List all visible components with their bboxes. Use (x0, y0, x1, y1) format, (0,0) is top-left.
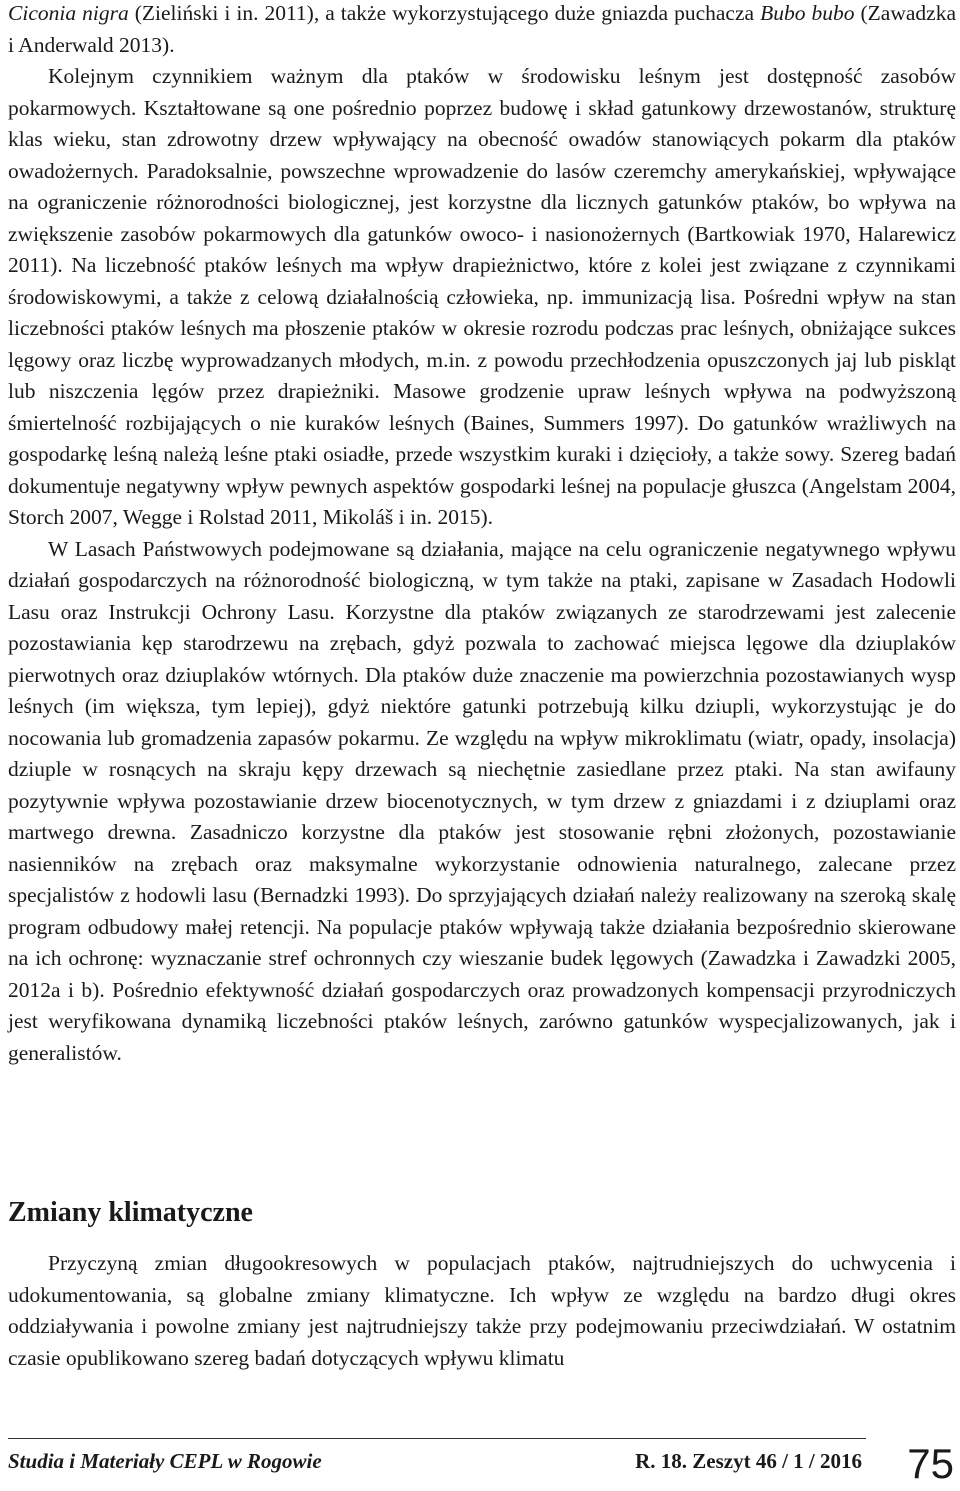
journal-title: Studia i Materiały CEPL w Rogowie (8, 1449, 322, 1473)
text-run: W Lasach Państwowych podejmowane są działania, mające na celu ograniczenie negatywnego wpływu działań gospodarczych na różnorodność biologiczną, w tym także na ptaki, zapisane w Zasadach Hodowli Lasu oraz Instrukcji Ochrony Lasu. Korzystne dla ptaków związanych ze starodrzewami jest zalecenie pozostawiania kęp starodrzewu na zrębach, gdyż pozwala to zachować miejsca lęgowe dla dziuplaków pierwotnych oraz dziuplaków wtórnych. Dla ptaków duże znaczenie ma powierzchnia pozostawianych wysp leśnych (im większa, tym lepiej), gdyż niektóre gatunki potrzebują kilku dziupli, wykorzystując je do nocowania lub gromadzenia zapasów pokarmu. Ze względu na wpływ mikroklimatu (wiatr, opady, insolacja) dziuple w rosnących na skraju kępy drzewach są niechętnie zasiedlane przez ptaki. Na stan awifauny pozytywnie wpływa pozostawianie drzew biocenotycznych, w tym drzew z gniazdami i z dziuplami oraz martwego drewna. Zasadniczo korzystne dla ptaków jest stosowanie rębni złożonych, pozostawianie nasienników na zrębach oraz maksymalne wykorzystanie odnowienia naturalnego, zalecane przez specjalistów z hodowli lasu (Bernadzki 1993). Do sprzyjających działań należy realizowany na szeroką skalę program odbudowy małej retencji. Na populacje ptaków wpływają także działania bezpośrednio skierowane na ich ochronę: wyznaczanie stref ochronnych czy wieszanie budek lęgowych (Zawadzka i Zawadzki 2005, 2012a i b). Pośrednio efektywność działań gospodarczych oraz prowadzonych kompensacji przyrodniczych jest weryfikowana dynamiką liczebności ptaków leśnych, zarówno gatunków wyspecjalizowanych, jak i generalistów. (8, 536, 956, 1065)
text-run: (Zieliński i in. 2011), a także wykorzystującego duże gniazda puchacza (128, 1, 761, 25)
footer-divider (8, 1438, 866, 1439)
paragraph-state-forests (8, 534, 956, 1070)
species-name: Ciconia nigra (8, 1, 129, 25)
paragraph-continuation (8, 0, 956, 61)
body-text (8, 0, 956, 1069)
section-paragraph: Przyczyną zmian długookresowych w populacjach ptaków, najtrudniejszych do uchwycenia i udokumentowania, są globalne zmiany klimatyczne. Ich wpływ ze względu na bardzo długi okres oddziaływania i powolne zmiany jest najtrudniejszy także przy podejmowaniu przeciwdziałań. W ostatnim czasie opublikowano szereg badań dotyczących wpływu klimatu (8, 1251, 956, 1370)
page-number: 75 (907, 1440, 954, 1487)
issue-info: R. 18. Zeszyt 46 / 1 / 2016 (635, 1449, 862, 1473)
paragraph-food-resources (8, 61, 956, 534)
text-run: (Zawadzka i Anderwald 2013). (8, 1, 956, 57)
text-run: Kolejnym czynnikiem ważnym dla ptaków w środowisku leśnym jest dostępność zasobów pokarmowych. Kształtowane są one pośrednio poprzez budowę i skład gatunkowy drzewostanów, strukturę klas wieku, stan zdrowotny drzew wpływający na obecność owadów stanowiących pokarm dla ptaków owadożernych. Paradoksalnie, powszechne wprowadzenie do lasów czeremchy amerykańskiej, wpływające na ograniczenie różnorodności biologicznej, jest korzystne dla licznych gatunków ptaków, bo wpływa na zwiększenie zasobów pokarmowych dla gatunków owoco- i nasionożernych (Bartkowiak 1970, Halarewicz 2011). Na liczebność ptaków leśnych ma wpływ drapieżnictwo, które z kolei jest związane z czynnikami środowiskowymi, a także z celową działalnością człowieka, np. immunizacją lisa. Pośredni wpływ na stan liczebności ptaków leśnych ma płoszenie ptaków w okresie rozrodu podczas prac leśnych, obniżające sukces lęgowy oraz liczbę wyprowadzanych młodych, m.in. z powodu przechłodzenia opuszczonych jaj lub piskląt lub niszczenia lęgów przez drapieżniki. Masowe grodzenie upraw leśnych wpływa na podwyższoną śmiertelność rozbijających o nie kuraków leśnych (Baines, Summers 1997). Do gatunków wrażliwych na gospodarkę leśną należą leśne ptaki osiadłe, przede wszystkim kuraki i dzięcioły, a także sowy. Szereg badań dokumentuje negatywny wpływ pewnych aspektów gospodarki leśnej na populacje głuszca (Angelstam 2004, Storch 2007, Wegge i Rolstad 2011, Mikoláš i in. 2015). (8, 64, 956, 529)
species-name: Bubo bubo (760, 1, 855, 25)
section-heading: Zmiany klimatyczne (8, 1197, 253, 1228)
